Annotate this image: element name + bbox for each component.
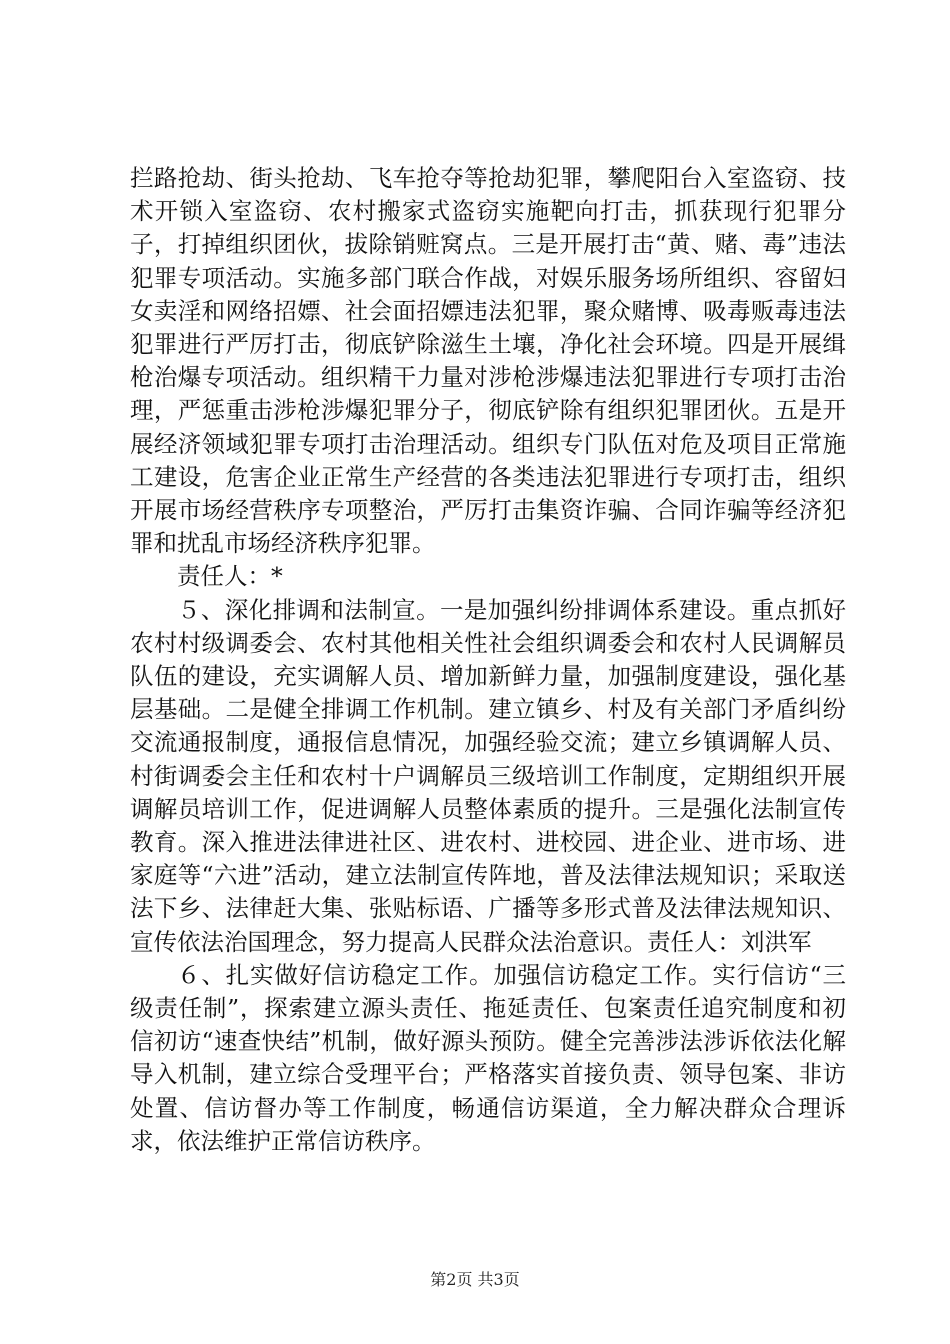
- paragraph-responsible-person: 责任人：*: [177, 562, 283, 591]
- document-body: [130, 162, 846, 1158]
- paragraph-crime-crackdown: 拦路抢劫、街头抢劫、飞车抢夺等抢劫犯罪，攀爬阳台入室盗窃、技术开锁入室盗窃、农村搬家式盗窃实施靶向打击，抓获现行犯罪分子，打掉组织团伙，拔除销赃窝点。三是开展打击“黄、赌、毒”违法犯罪专项活动。实施多部门联合作战，对娱乐服务场所组织、容留妇女卖淫和网络招嫖、社会面招嫖违法犯罪，聚众赌博、吸毒贩毒违法犯罪进行严厉打击，彻底铲除滋生土壤，净化社会环境。四是开展缉枪治爆专项活动。组织精干力量对涉枪涉爆违法犯罪进行专项打击治理，严惩重击涉枪涉爆犯罪分子，彻底铲除有组织犯罪团伙。五是开展经济领域犯罪专项打击治理活动。组织专门队伍对危及项目正常施工建设，危害企业正常生产经营的各类违法犯罪进行专项打击，组织开展市场经营秩序专项整治，严厉打击集资诈骗、合同诈骗等经济犯罪和扰乱市场经济秩序犯罪。: [130, 164, 846, 558]
- paragraph-petition-stability: ６、扎实做好信访稳定工作。加强信访稳定工作。实行信访“三级责任制”，探索建立源头责任、拖延责任、包案责任追究制度和初信初访“速查快结”机制，做好源头预防。健全完善涉法涉诉依法化解导入机制，建立综合受理平台；严格落实首接负责、领导包案、非访处置、信访督办等工作制度，畅通信访渠道，全力解决群众合理诉求，依法维护正常信访秩序。: [130, 960, 846, 1155]
- page-number-footer: 第2页 共3页: [430, 1270, 520, 1289]
- paragraph-dispute-mediation: ５、深化排调和法制宣。一是加强纠纷排调体系建设。重点抓好农村村级调委会、农村其他相关性社会组织调委会和农村人民调解员队伍的建设，充实调解人员、增加新鲜力量，加强制度建设，强化基层基础。二是健全排调工作机制。建立镇乡、村及有关部门矛盾纠纷交流通报制度，通报信息情况，加强经验交流；建立乡镇调解人员、村街调委会主任和农村十户调解员三级培训工作制度，定期组织开展调解员培训工作，促进调解人员整体素质的提升。三是强化法制宣传教育。深入推进法律进社区、进农村、进校园、进企业、进市场、进家庭等“六进”活动，建立法制宣传阵地，普及法律法规知识；采取送法下乡、法律赶大集、张贴标语、广播等多形式普及法律法规知识、宣传依法治国理念，努力提高人民群众法治意识。责任人：刘洪军: [130, 595, 846, 956]
